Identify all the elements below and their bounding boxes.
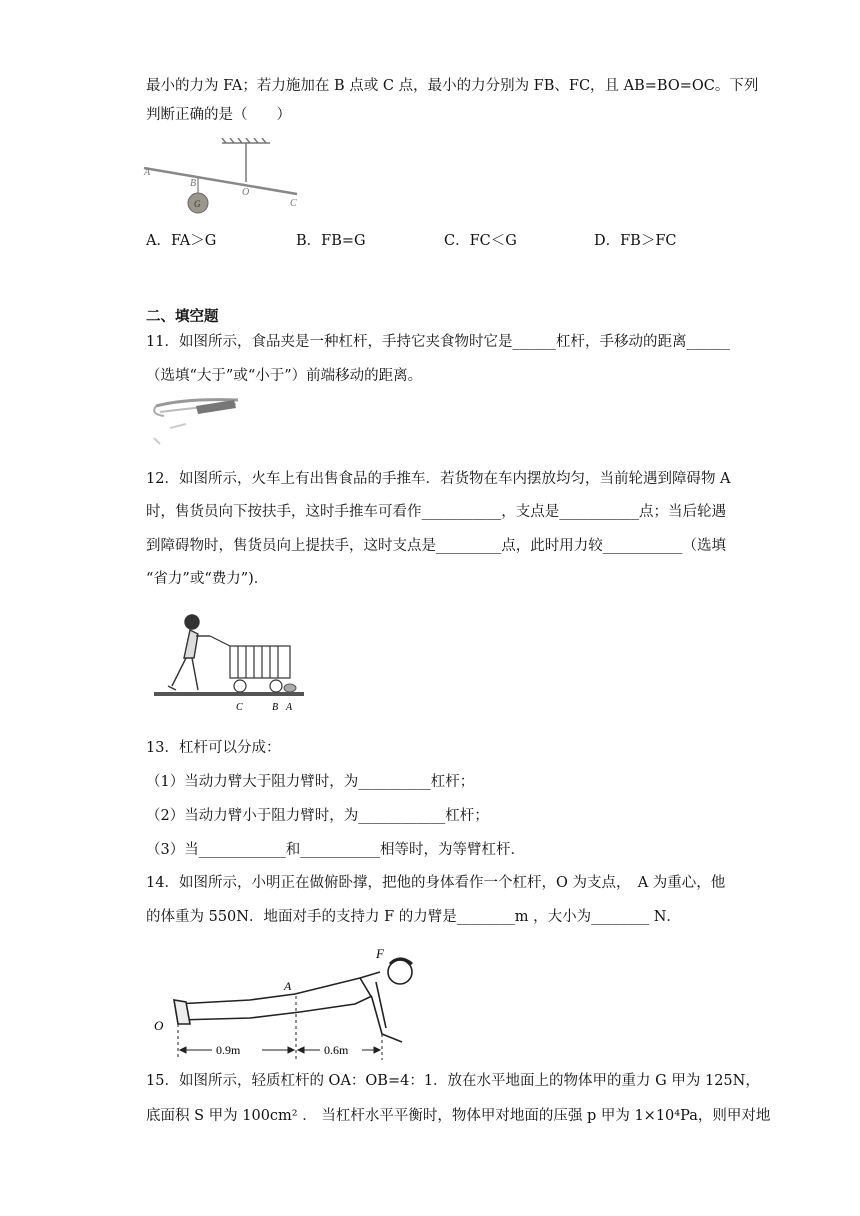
q11-text-line-1: 11．如图所示，食品夹是一种杠杆，手持它夹食物时它是______杠杆，手移动的距离______ [146, 334, 730, 350]
q11-text-line-2: （选填“大于”或“小于”）前端移动的距离。 [146, 368, 423, 384]
q14-text-line-1: 14．如图所示，小明正在做俯卧撑，把他的身体看作一个杠杆，O 为支点， A 为重心，他 [146, 875, 726, 891]
q15-text-line-2: 底面积 S 甲为 100cm² ． 当杠杆水平平衡时，物体甲对地面的压强 p 甲为 1×10⁴Pa，则甲对地 [146, 1108, 771, 1124]
cart [210, 636, 290, 692]
ceiling-support [222, 138, 270, 182]
q10-text-line-1: 最小的力为 FA；若力施加在 B 点或 C 点，最小的力分别为 FB、FC，且 AB=BO=OC。下列 [146, 78, 759, 94]
dimension-lines [178, 996, 382, 1060]
q13-text-line-1: 13．杠杆可以分成： [146, 740, 281, 756]
q12-text-line-2: 时，售货员向下按扶手，这时手推车可看作___________，支点是___________点；当后轮遇 [146, 504, 726, 520]
label-a: A [286, 702, 293, 713]
option-b[interactable]: B．FB=G [296, 233, 366, 249]
q14-pushup-figure [150, 942, 420, 1062]
label-b: B [190, 178, 197, 189]
q10-lever-figure [142, 138, 312, 218]
food-tongs-figure [146, 394, 246, 452]
label-o: O [242, 187, 250, 198]
label-f: F [376, 946, 384, 961]
obstacle-a [284, 684, 296, 692]
option-a[interactable]: A．FA＞G [146, 233, 217, 249]
q13-text-line-2: （1）当动力臂大于阻力臂时，为__________杠杆； [146, 774, 475, 790]
q13-text-line-4: （3）当____________和___________相等时，为等臂杠杆． [146, 842, 525, 858]
lever-bar [144, 168, 297, 194]
q14-text-line-2: 的体重为 550N．地面对手的支持力 F 的力臂是________m ，大小为________ N． [146, 909, 681, 925]
label-c: C [236, 702, 243, 713]
option-c[interactable]: C．FC＜G [444, 233, 517, 249]
person-body [174, 959, 412, 1042]
label-c: C [290, 198, 297, 209]
label-b: B [272, 702, 279, 713]
q10-text-line-2: 判断正确的是（ ） [146, 107, 291, 123]
q12-text-line-1: 12．如图所示，火车上有出售食品的手推车．若货物在车内摆放均匀，当前轮遇到障碍物 A [146, 471, 731, 487]
ground-track [154, 692, 304, 696]
label-o: O [154, 1018, 164, 1033]
q12-text-line-3: 到障碍物时，售货员向上提扶手，这时支点是_________点，此时用力较___________（选填 [146, 538, 726, 554]
label-distance-0-6m: 0.6m [324, 1043, 349, 1057]
label-a: A [284, 979, 292, 993]
salesperson [168, 615, 210, 690]
label-a: A [144, 167, 151, 178]
label-g: G [194, 199, 201, 209]
option-d[interactable]: D．FB＞FC [594, 233, 677, 249]
q12-cart-figure [152, 606, 312, 716]
q13-text-line-3: （2）当动力臂小于阻力臂时，为____________杠杆； [146, 808, 489, 824]
label-distance-0-9m: 0.9m [216, 1043, 241, 1057]
section-title-fill-in: 二、填空题 [146, 308, 219, 325]
q12-text-line-4: “省力”或“费力”)． [146, 571, 269, 587]
q15-text-line-1: 15．如图所示，轻质杠杆的 OA：OB=4：1．放在水平地面上的物体甲的重力 G 甲为 125N， [146, 1073, 760, 1089]
